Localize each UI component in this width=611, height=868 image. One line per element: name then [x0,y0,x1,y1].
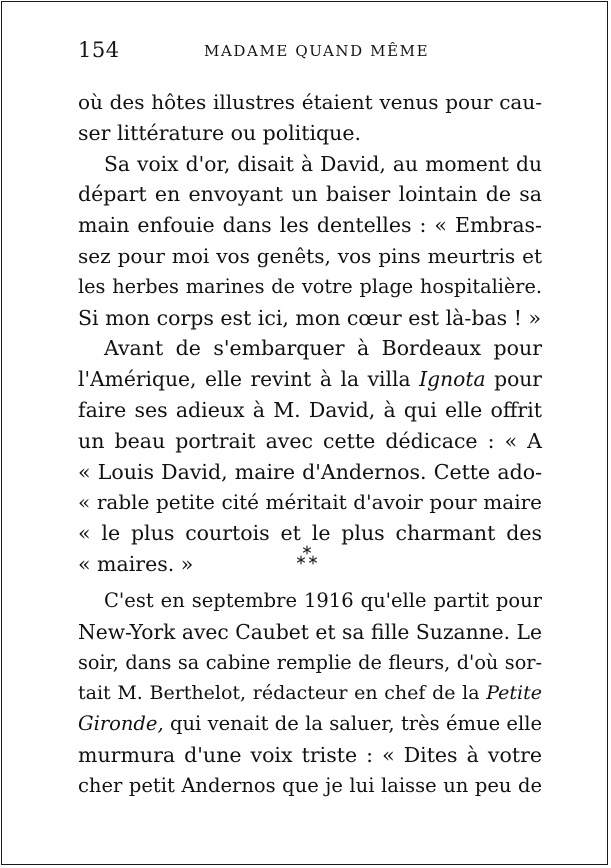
text-line: murmura d'une voix triste : « Dites à votre [78,742,542,767]
text-segment: tait M. Berthelot, rédacteur en chef de la [78,682,487,705]
italic-title: Gironde, [78,712,164,736]
text-line [78,364,542,395]
text-line: où des hôtes illustres étaient venus pour cau- [78,90,542,114]
text-line: Avant de s'embarquer à Bordeaux pour [104,336,542,361]
text-line: faire ses adieux à M. David, à qui elle offrit [78,397,542,422]
text-line: « rable petite cité méritait d'avoir pour maire [78,490,542,515]
body-text-section-2 [78,586,542,802]
text-line: sez pour moi vos genêts, vos pins meurtris et [78,243,542,268]
text-line: « le plus courtois et le plus charmant des [78,521,542,546]
text-line: ser littérature ou politique. [78,120,362,145]
text-line: New-York avec Caubet et sa fille Suzanne. Le [78,619,542,644]
body-text-section-1 [78,87,542,580]
running-head [78,38,538,68]
text-line [78,678,542,709]
page-number: 154 [78,38,120,62]
text-line: soir, dans sa cabine remplie de fleurs, d'où sor- [78,650,542,674]
running-title: MADAME QUAND MÊME [204,42,430,60]
text-line: « maires. » [78,551,194,576]
text-line: cher petit Andernos que je lui laisse un peu de [78,773,542,797]
text-line: Si mon corps est ici, mon cœur est là-bas ! » [78,305,541,330]
text-line: « Louis David, maire d'Andernos. Cette ado- [78,459,542,484]
text-segment: l'Amérique, elle revint à la villa [78,367,420,392]
text-segment: pour [485,367,542,392]
text-line: main enfouie dans les dentelles : « Embras- [78,213,542,238]
text-segment: qui venait de la saluer, très émue elle [163,712,542,736]
italic-title: Ignota [419,367,486,392]
text-line [78,709,542,740]
text-line: départ en envoyant un baiser lointain de sa [78,182,542,207]
italic-title: Petite [486,682,542,705]
text-line: les herbes marines de votre plage hospitalière. [78,274,542,298]
book-page [1,1,608,865]
asterism-svg [292,543,322,569]
text-line: un beau portrait avec cette dédicace : « A [78,428,542,453]
text-line: C'est en septembre 1916 qu'elle partit pour [104,589,542,612]
text-line: Sa voix d'or, disait à David, au moment du [104,151,542,176]
asterism-icon [292,543,322,569]
